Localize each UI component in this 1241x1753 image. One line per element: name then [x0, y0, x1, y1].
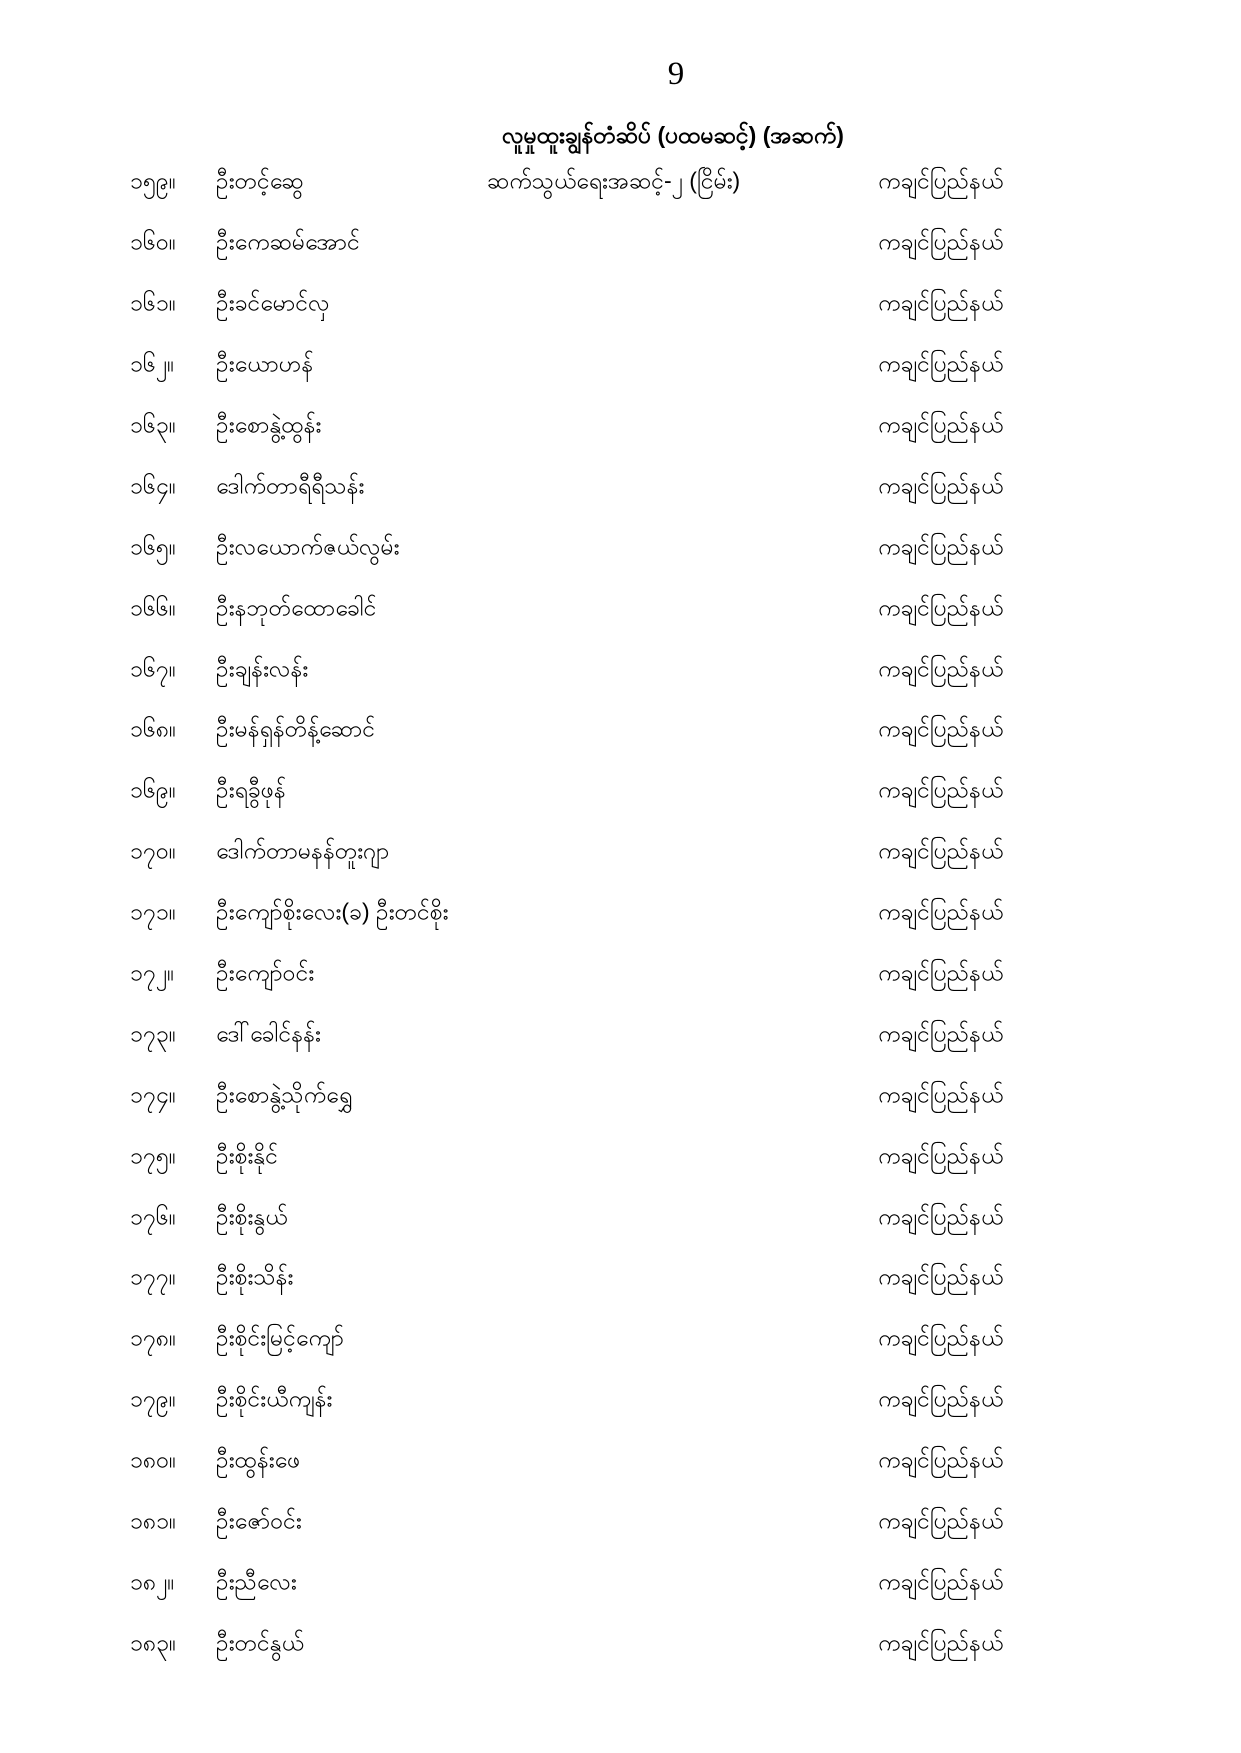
row-name: ဦးဇော်ဝင်း: [216, 1507, 302, 1534]
row-name: ဦးကေဆမ်အောင်: [216, 228, 360, 255]
row-name: ဦးတင်နွယ်: [216, 1629, 304, 1656]
row-name: ဦးယောဟန်: [216, 350, 314, 377]
row-name: ဦးလယောက်ဇယ်လွမ်း: [216, 533, 400, 560]
row-region: ကချင်ပြည်နယ်: [878, 776, 1004, 803]
row-number: ၁၆၇။: [130, 655, 176, 682]
row-number: ၁၇၀။: [130, 837, 176, 864]
page-number: 9: [667, 56, 685, 92]
row-name: ဦးညီလေး: [216, 1568, 297, 1595]
page-title: လူမှုထူးချွန်တံဆိပ် (ပထမဆင့်) (အဆက်): [502, 122, 844, 148]
row-number: ၁၆၁။: [130, 289, 176, 316]
list-row: [0, 1125, 1241, 1186]
list-row: [0, 760, 1241, 821]
list-row: [0, 1430, 1241, 1491]
row-name: ဦးခင်မောင်လှ: [216, 289, 330, 316]
row-region: ကချင်ပြည်နယ်: [878, 533, 1004, 560]
list-row: [0, 1247, 1241, 1308]
row-number: ၁၆၆။: [130, 594, 176, 621]
row-region: ကချင်ပြည်နယ်: [878, 411, 1004, 438]
row-number: ၁၇၈။: [130, 1324, 176, 1351]
row-name: ဒေါက်တာမနန်တူးဂျာ: [216, 837, 390, 864]
row-number: ၁၆၃။: [130, 411, 176, 438]
row-name: ဒေါက်တာရီရီသန်း: [216, 472, 365, 499]
row-number: ၁၆၀။: [130, 228, 176, 255]
row-number: ၁၈၂။: [130, 1568, 175, 1595]
row-region: ကချင်ပြည်နယ်: [878, 1264, 1004, 1291]
list-row: [0, 638, 1241, 699]
list-row: [0, 882, 1241, 943]
row-number: ၁၆၈။: [130, 716, 176, 743]
row-number: ၁၇၂။: [130, 959, 175, 986]
row-number: ၁၈၀။: [130, 1446, 176, 1473]
list-row: [0, 1491, 1241, 1552]
row-name: ဦးစိုးသိန်း: [216, 1264, 294, 1291]
row-name: ဦးကျော်စိုးလေး(ခ) ဦးတင်စိုး: [216, 898, 449, 925]
row-name: ဦးစိုးနွယ်: [216, 1203, 288, 1230]
list-row: [0, 1064, 1241, 1125]
row-name: ဦးရခွီဖုန်: [216, 776, 286, 803]
row-region: ကချင်ပြည်နယ်: [878, 1507, 1004, 1534]
row-region: ကချင်ပြည်နယ်: [878, 1020, 1004, 1047]
list-row: [0, 1612, 1241, 1673]
row-region: ကချင်ပြည်နယ်: [878, 716, 1004, 743]
row-number: ၁၆၅။: [130, 533, 176, 560]
row-name: ဦးစောနွဲ့ထွန်း: [216, 411, 322, 438]
row-name: ဦးစောနွဲ့သိုက်ရွှေ: [216, 1081, 353, 1108]
list-row: [0, 1551, 1241, 1612]
row-name: ဦးကျော်ဝင်း: [216, 959, 315, 986]
row-name: ဦးချန်းလန်း: [216, 655, 309, 682]
row-name: ဦးတင့်ဆွေ: [216, 168, 304, 195]
row-number: ၁၇၄။: [130, 1081, 176, 1108]
row-number: ၁၆၂။: [130, 350, 175, 377]
row-number: ၁၅၉။: [130, 168, 176, 195]
row-region: ကချင်ပြည်နယ်: [878, 228, 1004, 255]
row-region: ကချင်ပြည်နယ်: [878, 1203, 1004, 1230]
row-region: ကချင်ပြည်နယ်: [878, 350, 1004, 377]
row-region: ကချင်ပြည်နယ်: [878, 655, 1004, 682]
row-region: ကချင်ပြည်နယ်: [878, 1385, 1004, 1412]
row-region: ကချင်ပြည်နယ်: [878, 837, 1004, 864]
row-region: ကချင်ပြည်နယ်: [878, 168, 1004, 195]
row-name: ဦးစိုင်းယီကျန်း: [216, 1385, 333, 1412]
list-row: [0, 334, 1241, 395]
row-name: ဦးစိုင်းမြင့်ကျော်: [216, 1324, 344, 1351]
row-name: ဒေါ်ခေါင်နန်း: [216, 1020, 321, 1047]
row-number: ၁၇၉။: [130, 1385, 176, 1412]
list-row: [0, 151, 1241, 212]
row-number: ၁၆၄။: [130, 472, 176, 499]
row-number: ၁၇၁။: [130, 898, 176, 925]
list-row: [0, 821, 1241, 882]
row-name: ဦးမန်ရှန်တိန့်ဆောင်: [216, 716, 376, 743]
list-row: [0, 1003, 1241, 1064]
row-number: ၁၇၅။: [130, 1142, 176, 1169]
list-row: [0, 516, 1241, 577]
row-region: ကချင်ပြည်နယ်: [878, 472, 1004, 499]
row-number: ၁၈၁။: [130, 1507, 176, 1534]
row-region: ကချင်ပြည်နယ်: [878, 1568, 1004, 1595]
row-region: ကချင်ပြည်နယ်: [878, 1324, 1004, 1351]
row-region: ကချင်ပြည်နယ်: [878, 1142, 1004, 1169]
list-row: [0, 455, 1241, 516]
row-note: ဆက်သွယ်ရေးအဆင့်-၂ (ငြိမ်း): [487, 168, 741, 195]
list-row: [0, 1186, 1241, 1247]
list-row: [0, 943, 1241, 1004]
row-number: ၁၇၆။: [130, 1203, 176, 1230]
row-region: ကချင်ပြည်နယ်: [878, 594, 1004, 621]
row-region: ကချင်ပြည်နယ်: [878, 898, 1004, 925]
row-name: ဦးစိုးနိုင်: [216, 1142, 279, 1169]
row-region: ကချင်ပြည်နယ်: [878, 1446, 1004, 1473]
row-number: ၁၇၃။: [130, 1020, 176, 1047]
list-row: [0, 577, 1241, 638]
row-number: ၁၈၃။: [130, 1629, 176, 1656]
list-row: [0, 212, 1241, 273]
row-name: ဦးထွန်းဖေ: [216, 1446, 301, 1473]
list-row: [0, 273, 1241, 334]
list-row: [0, 1308, 1241, 1369]
row-region: ကချင်ပြည်နယ်: [878, 289, 1004, 316]
row-name: ဦးနဘုတ်ထောခေါင်: [216, 594, 377, 621]
row-number: ၁၇၇။: [130, 1264, 176, 1291]
list-row: [0, 1369, 1241, 1430]
row-number: ၁၆၉။: [130, 776, 176, 803]
row-region: ကချင်ပြည်နယ်: [878, 959, 1004, 986]
row-region: ကချင်ပြည်နယ်: [878, 1629, 1004, 1656]
award-list: [0, 151, 1241, 1673]
list-row: [0, 395, 1241, 456]
row-region: ကချင်ပြည်နယ်: [878, 1081, 1004, 1108]
list-row: [0, 699, 1241, 760]
